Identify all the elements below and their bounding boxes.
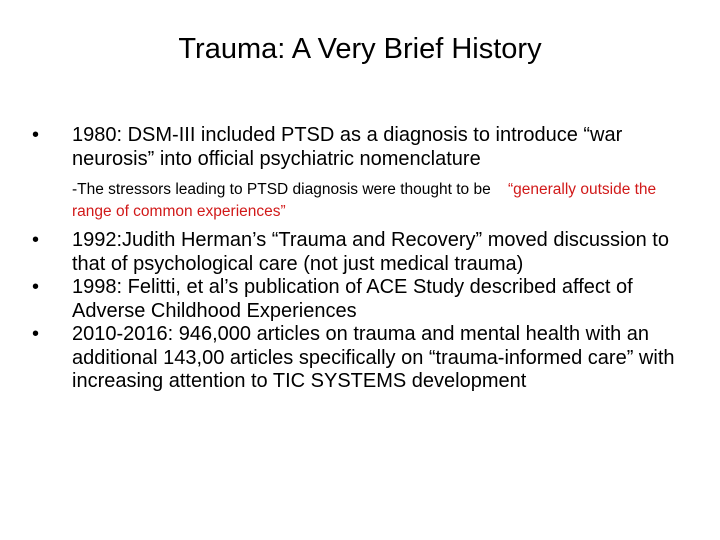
bullet-text: 2010-2016: 946,000 articles on trauma and mental health with an additional 143,00 articles specifically on “trauma-informed care” with increasing attention to TIC SYSTEMS development — [72, 323, 675, 392]
bullet-2010-2016 — [26, 323, 686, 394]
bullet-marker: • — [32, 276, 40, 298]
bullet-text: 1980: DSM-III included PTSD as a diagnosis to introduce “war neurosis” into official psychiatric nomenclature — [72, 124, 623, 170]
bullet-list — [26, 124, 686, 394]
bullet-marker: • — [32, 229, 40, 251]
bullet-1998 — [26, 276, 686, 323]
bullet-text: 1998: Felitti, et al’s publication of ACE Study described affect of Adverse Childhood Experiences — [72, 276, 633, 322]
sub-bullet-quote: “generally outside the range of common experiences” — [72, 181, 657, 220]
sub-bullet-text: -The stressors leading to PTSD diagnosis were thought to be — [72, 181, 491, 198]
slide-title: Trauma: A Very Brief History — [178, 33, 542, 65]
bullet-1992 — [26, 229, 686, 276]
sub-bullet-stressors — [26, 179, 686, 223]
bullet-1980 — [26, 124, 686, 171]
bullet-text: 1992:Judith Herman’s “Trauma and Recovery” moved discussion to that of psychological care (not just medical trauma) — [72, 229, 669, 275]
bullet-marker: • — [32, 124, 40, 146]
bullet-marker: • — [32, 323, 40, 345]
